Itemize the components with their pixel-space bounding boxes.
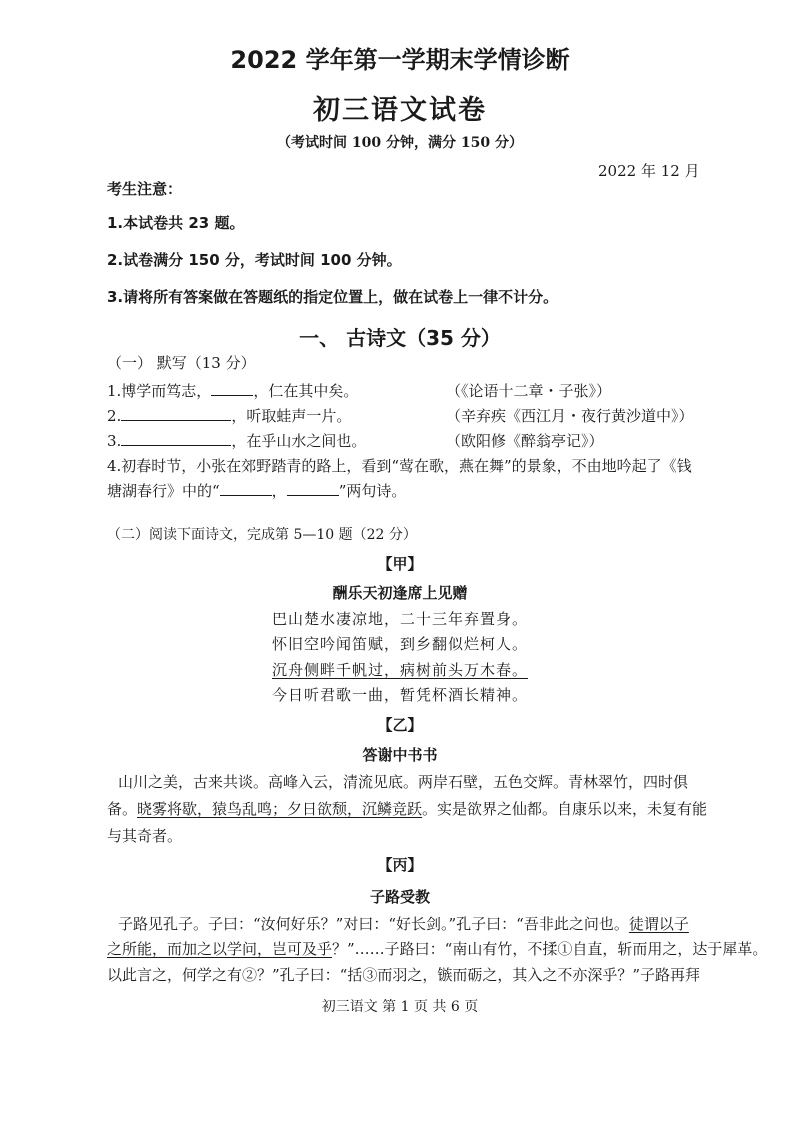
prose-text: 备。: [107, 800, 138, 818]
part2-heading: （二）阅读下面诗文，完成第 5—10 题（22 分）: [107, 527, 417, 543]
poem-line: 今日听君歌一曲，暂凭杯酒长精神。: [271, 686, 528, 704]
text-jia-title: 酬乐天初逢席上见赠: [332, 584, 468, 602]
exam-subtitle: 初三语文试卷: [313, 95, 487, 126]
part1-heading: （一） 默写（13 分）: [107, 354, 256, 372]
question-1: [107, 380, 358, 401]
exam-date: 2022 年 12 月: [598, 162, 700, 180]
question-4-line-1: 4.初春时节，小张在郊野踏青的路上，看到“莺在歌，燕在舞”的景象，不由地吟起了《钱: [107, 457, 692, 475]
prose-line: [118, 913, 689, 934]
answer-blank[interactable]: [121, 431, 231, 446]
question-3-source: （欧阳修《醉翁亭记》）: [446, 432, 604, 450]
question-2-post: ，听取蛙声一片。: [231, 407, 352, 425]
prose-text: 。实是欲界之仙都。自康乐以来，未复有能: [422, 800, 708, 818]
prose-text: 子路见孔子。子曰：“汝何好乐？”对曰：“好长剑。”孔子曰：“吾非此之问也。: [118, 915, 629, 933]
prose-text-underlined: 晓雾将歇，猿鸟乱鸣；夕日欲颓，沉鳞竞跃: [137, 800, 423, 818]
text-bing-label: 【丙】: [377, 856, 423, 874]
prose-line: 以此言之，何学之有②？”孔子曰：“括③而羽之，镞而砺之，其入之不亦深乎？”子路再拜: [107, 966, 701, 984]
question-1-pre: 1.博学而笃志，: [107, 382, 212, 400]
prose-text: ？”……子路曰：“南山有竹，不揉①自直，斩而用之，达于犀革。: [332, 940, 768, 958]
question-4-line-2: [107, 480, 406, 501]
question-1-post: ，仁在其中矣。: [253, 382, 359, 400]
prose-text-underlined: 徒谓以子: [628, 915, 689, 933]
prose-line: [107, 938, 767, 959]
notice-item-2: 2.试卷满分 150 分，考试时间 100 分钟。: [107, 251, 402, 269]
notice-heading: 考生注意：: [107, 180, 183, 198]
answer-blank[interactable]: [211, 381, 253, 396]
notice-item-1: 1.本试卷共 23 题。: [107, 214, 245, 232]
question-2-source: （辛弃疾《西江月・夜行黄沙道中》）: [446, 407, 694, 425]
question-1-source: （《论语十二章・子张》）: [446, 382, 612, 400]
exam-info: （考试时间 100 分钟，满分 150 分）: [277, 135, 523, 151]
question-4-post: ”两句诗。: [338, 482, 407, 500]
question-3-pre: 3.: [107, 432, 122, 450]
prose-line: [107, 798, 707, 819]
poem-line: 怀旧空吟闻笛赋，到乡翻似烂柯人。: [271, 635, 528, 653]
question-3-post: ，在乎山水之间也。: [231, 432, 367, 450]
question-4-mid: ，: [271, 482, 287, 500]
prose-line: 山川之美，古来共谈。高峰入云，清流见底。两岸石壁，五色交辉。青林翠竹，四时俱: [118, 773, 689, 791]
prose-line: 与其奇者。: [107, 827, 183, 845]
answer-blank[interactable]: [287, 481, 339, 496]
question-2-pre: 2.: [107, 407, 122, 425]
question-2: [107, 405, 351, 426]
notice-item-3: 3.请将所有答案做在答题纸的指定位置上，做在试卷上一律不计分。: [107, 288, 559, 306]
prose-text-underlined: 之所能，而加之以学问，岂可及乎: [107, 940, 333, 958]
answer-blank[interactable]: [220, 481, 272, 496]
answer-blank[interactable]: [121, 406, 231, 421]
poem-line: 巴山楚水凄凉地，二十三年弃置身。: [271, 610, 528, 628]
section-title: 一、 古诗文（35 分）: [299, 326, 501, 350]
page-footer: 初三语文 第 1 页 共 6 页: [321, 999, 479, 1015]
text-yi-label: 【乙】: [377, 716, 423, 734]
question-4-pre: 塘湖春行》中的“: [107, 482, 220, 500]
question-3: [107, 430, 366, 451]
text-jia-label: 【甲】: [377, 555, 423, 573]
poem-line-underlined: 沉舟侧畔千帆过，病树前头万木春。: [271, 661, 528, 679]
exam-title: 2022 学年第一学期末学情诊断: [230, 46, 570, 74]
text-bing-title: 子路受教: [369, 888, 430, 906]
text-yi-title: 答谢中书书: [362, 746, 438, 764]
